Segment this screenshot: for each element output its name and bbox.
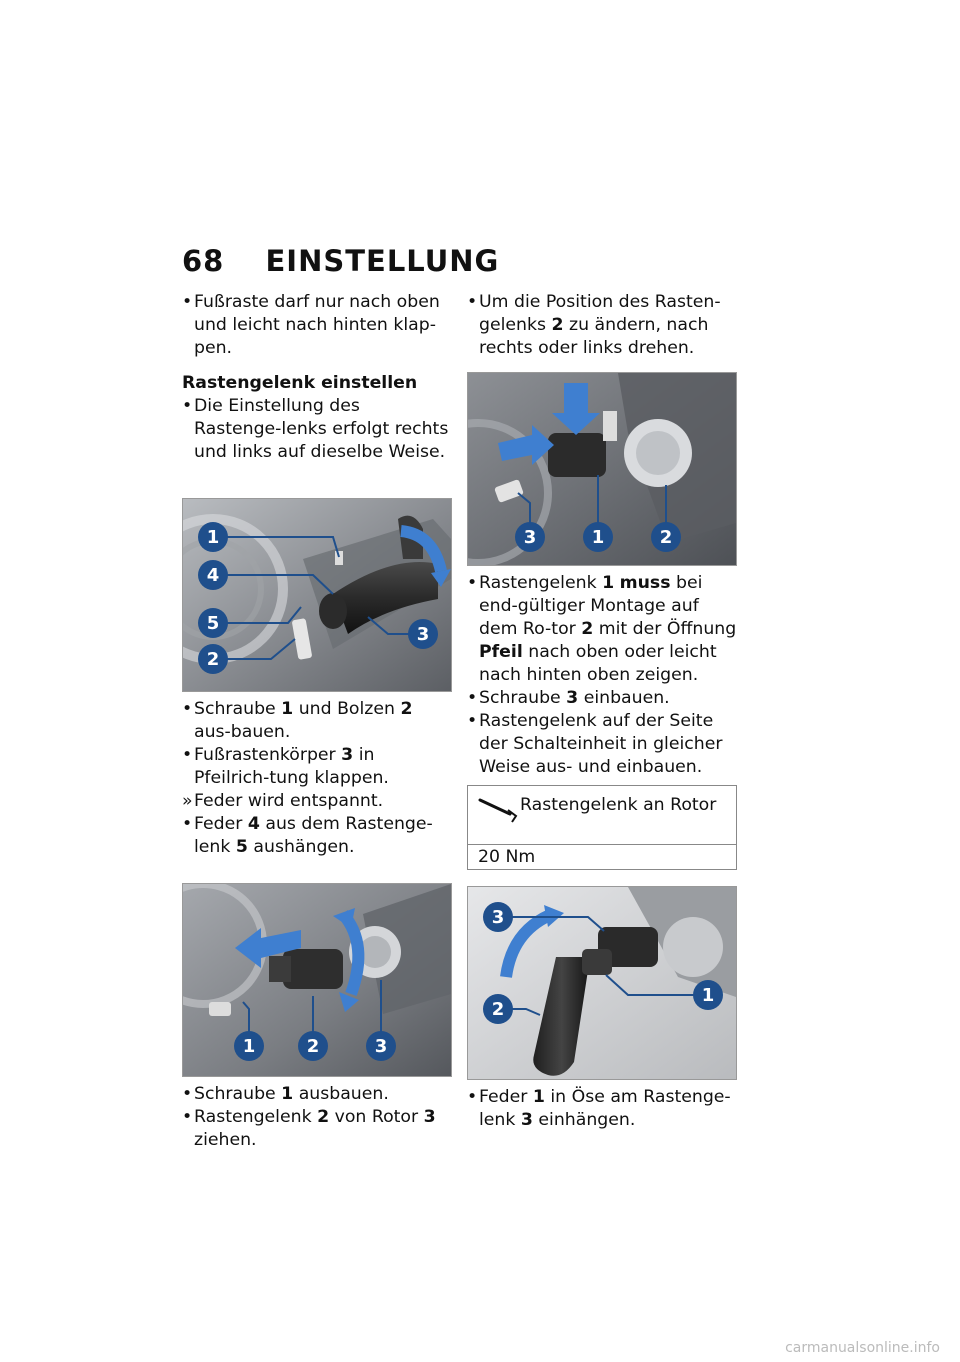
bullet-icon: •	[182, 699, 193, 719]
torque-wrench-icon	[478, 796, 518, 826]
callout-label: 4	[206, 565, 220, 586]
step-item: • Rastengelenk 1 muss bei end-gültiger Montage auf dem Ro-tor 2 mit der Öffnung Pfeil nach oben oder leicht nach hinten oben zeigen.	[467, 573, 737, 685]
result-arrow-icon: »	[182, 791, 193, 811]
figure-joint-position	[467, 372, 737, 566]
page-title: EINSTELLUNG	[265, 244, 500, 278]
bullet-icon: •	[182, 814, 193, 834]
callout-label: 3	[523, 527, 537, 548]
bullet-icon: •	[467, 292, 478, 312]
callout-label: 1	[591, 527, 605, 548]
callout-label: 3	[491, 907, 505, 928]
result-item: » Feder wird entspannt.	[182, 791, 384, 811]
step-item: • Schraube 1 ausbauen.	[182, 1084, 389, 1104]
bullet-icon: •	[182, 396, 193, 416]
callout-label: 5	[206, 613, 220, 634]
page-header	[182, 244, 499, 278]
section-title: Rastengelenk einstellen	[182, 373, 418, 393]
bullet-icon: •	[467, 688, 478, 708]
step-item: • Um die Position des Rasten-gelenks 2 zu ändern, nach rechts oder links drehen.	[467, 292, 721, 358]
torque-spec-label: Rastengelenk an Rotor	[520, 795, 717, 815]
bullet-icon: •	[467, 711, 478, 731]
step-item: • Schraube 3 einbauen.	[467, 688, 670, 708]
callout-label: 1	[206, 527, 220, 548]
callout-label: 1	[701, 985, 715, 1006]
callout-label: 2	[306, 1036, 320, 1057]
bullet-icon: •	[182, 1084, 193, 1104]
right-column	[467, 291, 737, 1132]
intro-item: • Fußraste darf nur nach oben und leicht nach hinten klap-pen.	[182, 292, 440, 358]
torque-spec-value: 20 Nm	[478, 847, 536, 867]
callout-label: 2	[206, 649, 220, 670]
step-item: • Feder 1 in Öse am Rastenge-lenk 3 einhängen.	[467, 1087, 731, 1130]
left-column	[182, 291, 452, 1152]
watermark: carmanualsonline.info	[785, 1340, 940, 1356]
bullet-icon: •	[182, 745, 193, 765]
step-item: • Feder 4 aus dem Rastenge-lenk 5 aushängen.	[182, 814, 433, 857]
figure-footrest-removal	[182, 498, 452, 692]
bullet-icon: •	[182, 292, 193, 312]
callout-label: 3	[374, 1036, 388, 1057]
callout-label: 1	[242, 1036, 256, 1057]
callout-label: 3	[416, 624, 430, 645]
page-number: 68	[182, 244, 225, 278]
step-item: • Schraube 1 und Bolzen 2 aus-bauen.	[182, 699, 413, 742]
step-item: • Rastengelenk 2 von Rotor 3 ziehen.	[182, 1107, 436, 1150]
section-item: • Die Einstellung des Rastenge-lenks erfolgt rechts und links auf dieselbe Weise.	[182, 396, 449, 462]
bullet-icon: •	[182, 1107, 193, 1127]
callout-label: 2	[659, 527, 673, 548]
callout-label: 2	[491, 999, 505, 1020]
bullet-icon: •	[467, 1087, 478, 1107]
torque-spec-box	[467, 785, 737, 870]
torque-spec-header	[468, 786, 736, 845]
figure-rotor-removal	[182, 883, 452, 1077]
bullet-icon: •	[467, 573, 478, 593]
step-item: • Rastengelenk auf der Seite der Schalteinheit in gleicher Weise aus- und einbauen.	[467, 711, 723, 777]
figure-spring-hook	[467, 886, 737, 1080]
step-item: • Fußrastenkörper 3 in Pfeilrich-tung klappen.	[182, 745, 389, 788]
